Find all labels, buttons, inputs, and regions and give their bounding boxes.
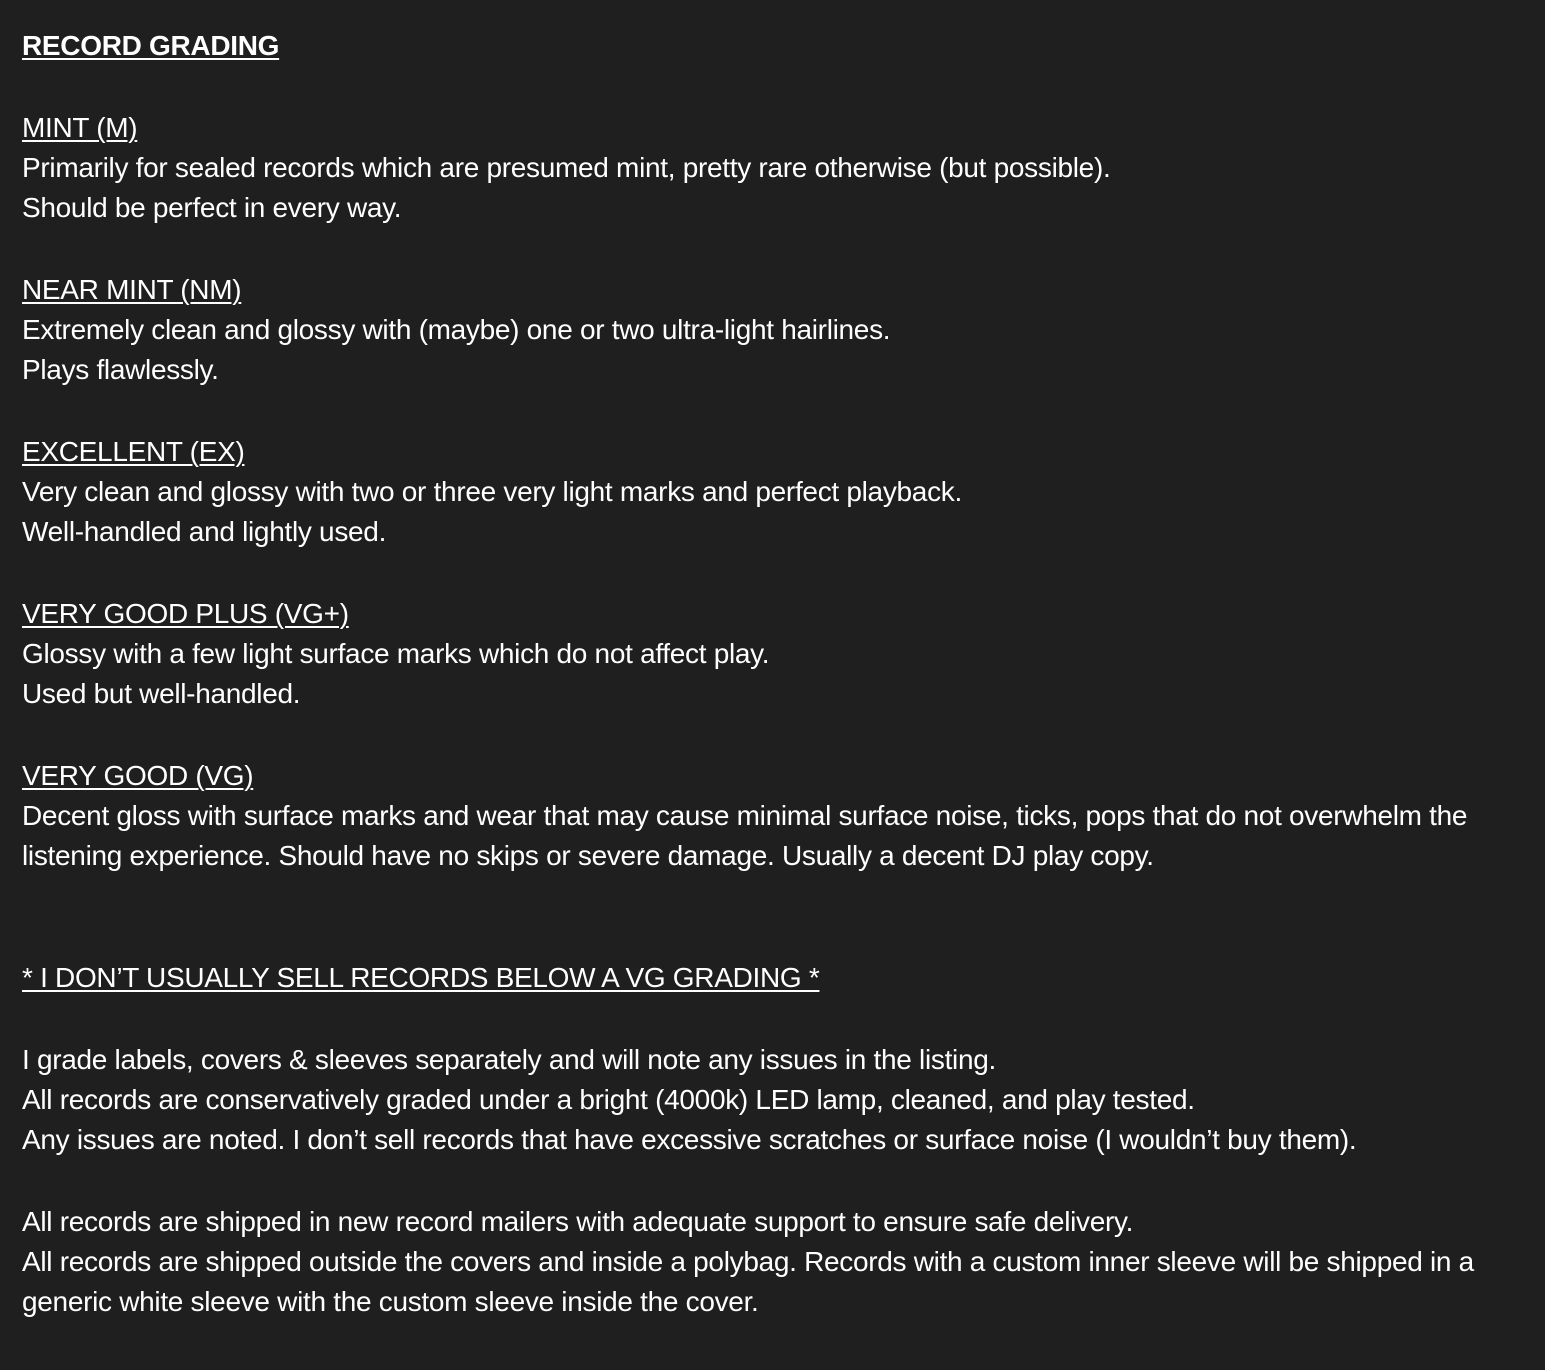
document-title: RECORD GRADING bbox=[22, 30, 280, 61]
grade-description: Primarily for sealed records which are presumed mint, pretty rare otherwise (but possible). bbox=[22, 152, 1111, 183]
grade-heading: VERY GOOD PLUS (VG+) bbox=[22, 598, 349, 629]
grade-description: Decent gloss with surface marks and wear that may cause minimal surface noise, ticks, pops that do not overwhelm the listening experience. Should have no skips or severe damage. Usually a decent DJ play copy. bbox=[22, 800, 1468, 871]
grade-heading: MINT (M) bbox=[22, 112, 138, 143]
note-line: Any issues are noted. I don’t sell records that have excessive scratches or surface noise (I wouldn’t buy them). bbox=[22, 1124, 1357, 1155]
grade-description: Should be perfect in every way. bbox=[22, 192, 402, 223]
note-line: All records are shipped in new record mailers with adequate support to ensure safe delivery. bbox=[22, 1206, 1134, 1237]
grading-document bbox=[22, 26, 1532, 1322]
grade-heading: EXCELLENT (EX) bbox=[22, 436, 245, 467]
grade-excellent bbox=[22, 432, 1532, 552]
note-line: All records are shipped outside the covers and inside a polybag. Records with a custom inner sleeve will be shipped in a generic white sleeve with the custom sleeve inside the cover. bbox=[22, 1246, 1474, 1317]
grade-description: Well-handled and lightly used. bbox=[22, 516, 387, 547]
grade-heading: NEAR MINT (NM) bbox=[22, 274, 242, 305]
grading-notes bbox=[22, 1040, 1532, 1160]
grade-very-good-plus bbox=[22, 594, 1532, 714]
grade-description: Extremely clean and glossy with (maybe) one or two ultra-light hairlines. bbox=[22, 314, 891, 345]
grade-heading: VERY GOOD (VG) bbox=[22, 760, 254, 791]
grade-description: Plays flawlessly. bbox=[22, 354, 219, 385]
grade-description: Glossy with a few light surface marks which do not affect play. bbox=[22, 638, 770, 669]
grade-very-good bbox=[22, 756, 1532, 876]
grade-near-mint bbox=[22, 270, 1532, 390]
note-line: All records are conservatively graded under a bright (4000k) LED lamp, cleaned, and play tested. bbox=[22, 1084, 1195, 1115]
grade-description: Very clean and glossy with two or three very light marks and perfect playback. bbox=[22, 476, 962, 507]
minimum-grade-notice: * I DON’T USUALLY SELL RECORDS BELOW A VG GRADING * bbox=[22, 962, 820, 993]
note-line: I grade labels, covers & sleeves separately and will note any issues in the listing. bbox=[22, 1044, 996, 1075]
grade-description: Used but well-handled. bbox=[22, 678, 301, 709]
grade-mint bbox=[22, 108, 1532, 228]
shipping-notes bbox=[22, 1202, 1532, 1322]
